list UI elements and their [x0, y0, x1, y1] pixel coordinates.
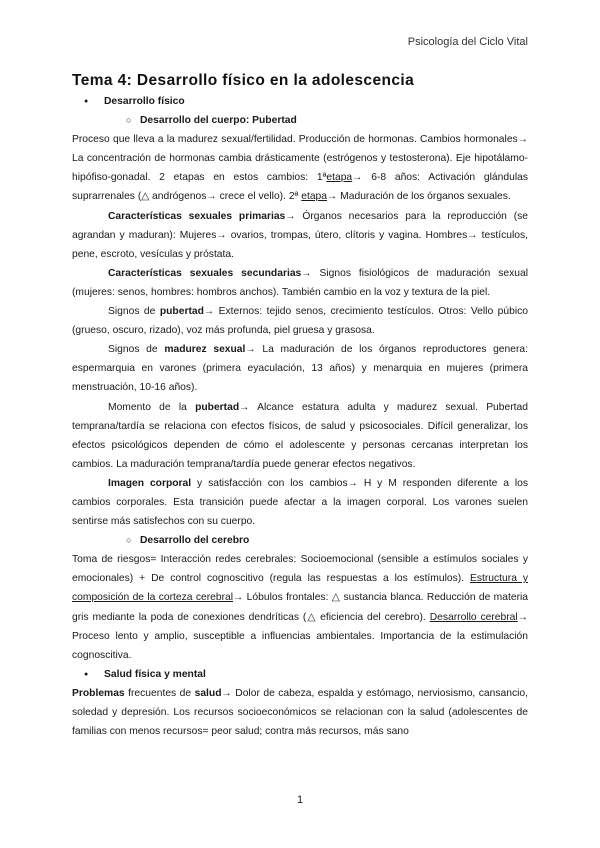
underlined-term: etapa	[326, 172, 353, 184]
paragraph-madurez-sexual: Signos de madurez sexual→ La maduración de los órganos reproductores genera: espermarquia en varones (primera eyaculación, 13 años) y menarquia en mujeres (primera menstruación, 10-16 años).	[72, 344, 529, 394]
paragraph-desarrollo-cerebro: Toma de riesgos= Interacción redes cerebrales: Socioemocional (sensible a estímulos sociales y emocionales) + De control cognoscitivo (regula las respuestas a los estímulos). Estructura y composición de la corteza cerebral→ Lóbulos frontales: △ sustancia blanca. Reducción de materia gris mediante la poda de conexiones dendríticas (△ eficiencia del cerebro). Desarrollo cerebral→ Proceso lento y amplio, susceptible a influencias ambientales. Importancia de la estimulación cognoscitiva.	[72, 554, 529, 661]
page-title: Tema 4: Desarrollo físico en la adolescencia	[72, 72, 415, 89]
subbullet-pubertad: ○ Desarrollo del cuerpo: Pubertad	[72, 111, 528, 130]
underlined-term: Estructura y composición de la corteza cerebral	[72, 573, 528, 604]
paragraph-caracteristicas-secundarias: Características sexuales secundarias→ Signos fisiológicos de maduración sexual (mujeres: senos, hombres: hombros anchos). También cambio en la voz y textura de la piel.	[72, 267, 528, 298]
paragraph-signos-pubertad: Signos de pubertad→ Externos: tejido senos, crecimiento testículos. Otros: Vello púbico (grueso, oscuro, rizado), voz más profunda, piel gruesa y grasosa.	[72, 306, 528, 337]
running-header: Psicología del Ciclo Vital	[407, 36, 528, 48]
paragraph-imagen-corporal: Imagen corporal y satisfacción con los cambios→ H y M responden diferente a los cambios corporales. Esta transición puede afectar a la imagen corporal. Los varones suelen sentirse más satisfechos con su cuerpo.	[72, 477, 528, 528]
bullet-desarrollo-fisico: ● Desarrollo físico	[72, 92, 528, 111]
underlined-term: Desarrollo cerebral	[429, 611, 518, 623]
paragraph-pubertad-intro: Proceso que lleva a la madurez sexual/fertilidad. Producción de hormonas. Cambios hormonales→ La concentración de hormonas cambia drásticamente (estrógenos y testosterona). Eje hipotálamo-hipófiso-gonadal. 2 etapas en estos cambios: 1ªetapa→ 6-8 años: Activación glándulas suprarrenales (△ andrógenos→ crece el vello). 2ª etapa→ Maduración de los órganos sexuales.	[72, 134, 528, 203]
subbullet-cerebro: ○ Desarrollo del cerebro	[72, 531, 528, 550]
paragraph-momento-pubertad: Momento de la pubertad→ Alcance estatura adulta y madurez sexual. Pubertad temprana/tardía se relaciona con efectos físicos, de salud y psicosociales. Difícil generalizar, los efectos psicológicos dependen de cómo el adolescente y personas cercanas interpretan los cambios. La maduración temprana/tardía puede generar efectos negativos.	[72, 401, 528, 470]
paragraph-problemas-salud: Problemas frecuentes de salud→ Dolor de cabeza, espalda y estómago, nerviosismo, cansancio, soledad y depresión. Los recursos socioeconómicos se relacionan con la salud (adolescentes de familias con menos recursos= peor salud; contra más recursos, más sano	[72, 687, 528, 738]
bullet-salud: ● Salud física y mental	[72, 665, 528, 684]
document-body	[72, 92, 528, 741]
page-number: 1	[296, 794, 304, 806]
underlined-term: etapa	[301, 191, 328, 203]
paragraph-caracteristicas-primarias: Características sexuales primarias→ Órganos necesarios para la reproducción (se agrandan y maduran): Mujeres→ ovarios, trompas, útero, clítoris y vagina. Hombres→ testículos, pene, escroto, vesículas y próstata.	[72, 210, 528, 260]
